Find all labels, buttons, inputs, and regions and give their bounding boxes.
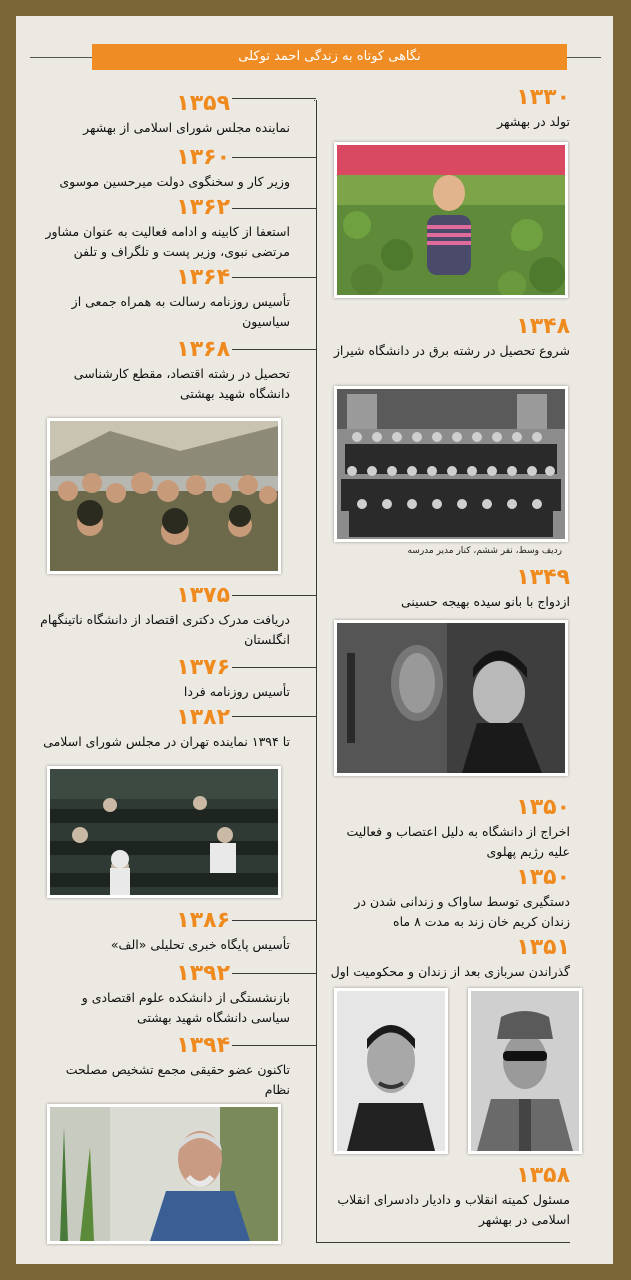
childhood-photo — [334, 142, 568, 298]
year-label: ۱۳۶۴ — [176, 265, 230, 290]
right-timeline-axis — [316, 100, 317, 1242]
timeline-tick — [232, 349, 316, 350]
timeline-tick — [232, 277, 316, 278]
event-text: گذراندن سربازی بعد از زندان و محکومیت اول — [330, 964, 570, 979]
year-label: ۱۳۵۰ — [516, 795, 570, 820]
year-label: ۱۳۶۲ — [176, 195, 230, 220]
timeline-tick — [232, 1045, 316, 1046]
war-front-photo — [47, 418, 281, 574]
recent-portrait-photo — [47, 1104, 281, 1244]
event-text: تأسیس روزنامه رسالت به همراه جمعی از سیاسیون — [71, 294, 290, 329]
year-label: ۱۳۵۰ — [516, 865, 570, 890]
event-text: تحصیل در رشته اقتصاد، مقطع کارشناسی دانشگاه شهید بهشتی — [73, 366, 290, 401]
event-text: وزیر کار و سخنگوی دولت میرحسین موسوی — [59, 174, 290, 189]
event-text: اخراج از دانشگاه به دلیل اعتصاب و فعالیت علیه رژیم پهلوی — [346, 824, 570, 859]
year-label: ۱۳۴۸ — [516, 314, 570, 339]
year-label: ۱۳۵۸ — [516, 1163, 570, 1188]
timeline-tick — [232, 667, 316, 668]
event-text: تاکنون عضو حقیقی مجمع تشخیص مصلحت نظام — [65, 1062, 290, 1097]
event-text: استعفا از کابینه و ادامه فعالیت به عنوان مشاور مرتضی نبوی، وزیر پست و تلگراف و تلفن — [45, 224, 290, 259]
year-label: ۱۳۵۹ — [176, 91, 230, 116]
event-text: تولد در بهشهر — [497, 114, 570, 129]
event-text: تا ۱۳۹۴ نماینده تهران در مجلس شورای اسلامی — [43, 734, 290, 749]
year-label: ۱۳۵۱ — [516, 935, 570, 960]
event-text: بازنشستگی از دانشکده علوم اقتصادی و سیاسی دانشگاه شهید بهشتی — [81, 990, 290, 1025]
timeline-tick — [232, 595, 316, 596]
parliament-photo — [47, 766, 281, 898]
page-title: نگاهی کوتاه به زندگی احمد توکلی — [92, 44, 567, 70]
mugshot-photo — [334, 988, 448, 1154]
timeline-tick — [232, 920, 316, 921]
event-text: تأسیس پایگاه خبری تحلیلی «الف» — [110, 937, 290, 952]
year-label: ۱۳۶۰ — [176, 145, 230, 170]
timeline-tick — [232, 973, 316, 974]
military-photo — [468, 988, 582, 1154]
year-label: ۱۳۸۲ — [176, 705, 230, 730]
university-group-photo — [334, 386, 568, 542]
event-text: دریافت مدرک دکتری اقتصاد از دانشگاه ناتینگهام انگلستان — [40, 612, 290, 647]
timeline-tick — [316, 1242, 570, 1243]
event-text: ازدواج با بانو سیده بهیجه حسینی — [400, 594, 570, 609]
year-label: ۱۳۹۲ — [176, 961, 230, 986]
timeline-tick — [232, 98, 316, 99]
event-text: مسئول کمیته انقلاب و دادیار دادسرای انقلاب اسلامی در بهشهر — [337, 1192, 570, 1227]
event-text: دستگیری توسط ساواک و زندانی شدن در زندان کریم خان زند به مدت ۸ ماه — [354, 894, 570, 929]
year-label: ۱۳۴۹ — [516, 565, 570, 590]
event-text: تأسیس روزنامه فردا — [183, 684, 290, 699]
timeline-tick — [232, 157, 316, 158]
left-timeline-axis — [314, 100, 315, 101]
timeline-tick — [232, 716, 316, 717]
event-text: شروع تحصیل در رشته برق در دانشگاه شیراز — [333, 343, 570, 358]
portrait-photo-1349 — [334, 620, 568, 776]
timeline-tick — [232, 208, 316, 209]
year-label: ۱۳۷۵ — [176, 583, 230, 608]
year-label: ۱۳۶۸ — [176, 337, 230, 362]
year-label: ۱۳۸۶ — [176, 908, 230, 933]
year-label: ۱۳۹۴ — [176, 1033, 230, 1058]
year-label: ۱۳۳۰ — [516, 85, 570, 110]
photo-caption: ردیف وسط، نفر ششم، کنار مدیر مدرسه — [407, 546, 562, 556]
year-label: ۱۳۷۶ — [176, 655, 230, 680]
event-text: نماینده مجلس شورای اسلامی از بهشهر — [83, 120, 290, 135]
